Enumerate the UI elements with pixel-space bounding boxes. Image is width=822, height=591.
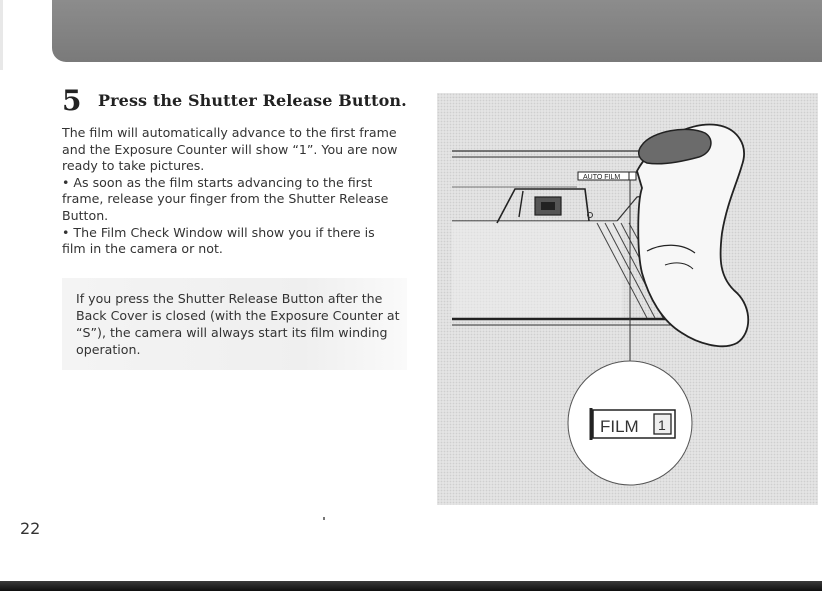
bullet-release-finger: • As soon as the film starts advancing to the first frame, release your finger from the Shutter Release Button. [62,174,389,223]
note-text: If you press the Shutter Release Button after the Back Cover is closed (with the Exposure Counter at “S”), the camera will always start its film winding operation. [76,291,400,357]
camera-drawing [437,93,818,505]
instruction-paragraph: The film will automatically advance to the first frame and the Exposure Counter will show “1”. You are now ready to take pictures. [62,125,398,174]
step-title: Press the Shutter Release Button. [98,91,407,110]
bullet-film-check-window: • The Film Check Window will show you if there is film in the camera or not. [62,224,375,257]
exposure-counter-value: 1 [658,417,666,433]
page-number: 22 [20,519,41,538]
step-number: 5 [62,84,82,117]
print-dot [323,517,325,520]
footer-band [0,581,822,591]
page-edge-mark [0,0,3,70]
header-band [52,0,822,62]
instructions [62,125,402,258]
camera-window-label: AUTO FILM [583,174,621,181]
film-window-label: FILM [600,417,639,436]
camera-illustration [437,93,818,505]
